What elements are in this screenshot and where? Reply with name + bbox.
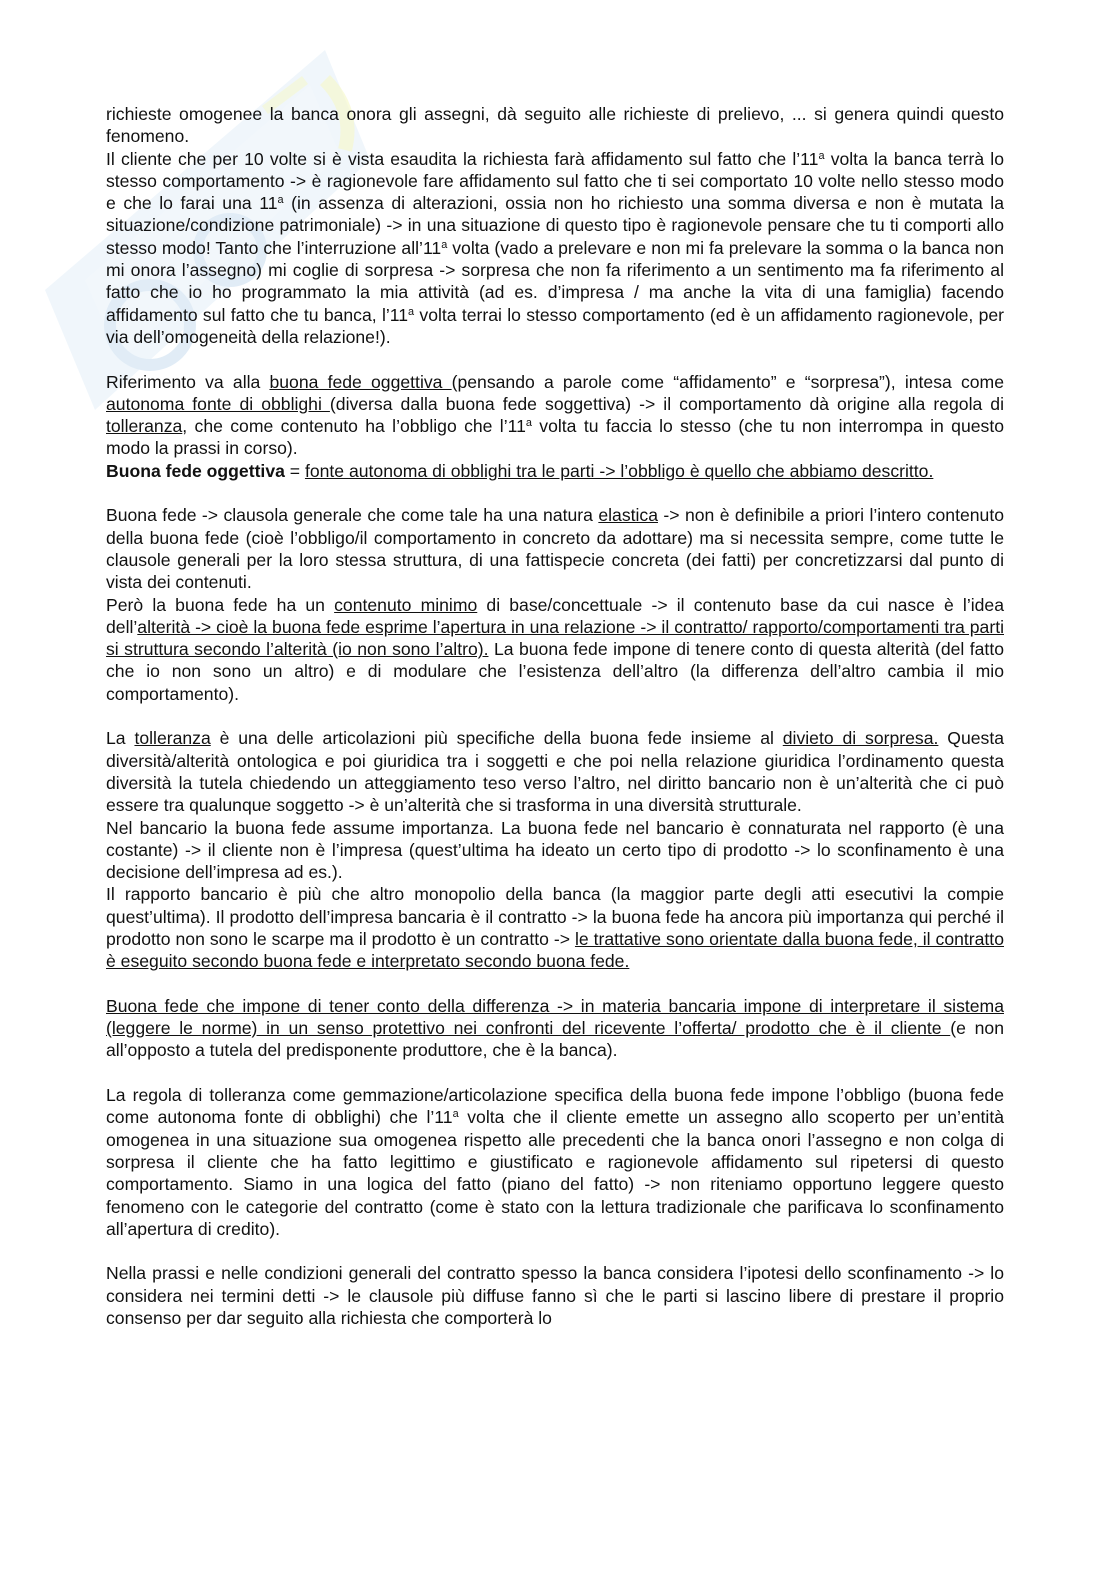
- text-segment: (pensando a parole come “affidamento” e “sorpresa”), intesa come: [451, 371, 1004, 392]
- text-segment: volta la banca terrà lo stesso comportamento -> è ragionevole fare affidamento sul fatto che ti sei comportato 10 volte nello stesso modo e che lo farai una 11: [106, 148, 1005, 214]
- paragraph-p6: [106, 594, 1004, 705]
- text-segment: è una delle articolazioni più specifiche della buona fede insieme al: [210, 728, 783, 749]
- text-segment: volta tu faccia lo stesso (che tu non interrompa in questo modo la prassi in corso).: [106, 416, 1004, 459]
- underlined-text: Buona fede che impone di tener conto della differenza -> in materia bancaria impone di interpretare il sistema (leggere le norme) in un senso protettivo nei confronti del ricevente l’offerta/ prodotto che è il cliente: [106, 995, 1004, 1039]
- text-segment: (diversa dalla buona fede soggettiva) -> il comportamento dà origine alla regola di: [329, 393, 1005, 414]
- text-segment: volta che il cliente emette un assegno allo scoperto per un’entità omogenea in una situazione sua omogenea rispetto alle precedenti che la banca onori l’assegno e non colga di sorpresa il cliente che ha fatto legittimo e giustificato e ragionevole affidamento sul ripetersi di questo comportamento. Siamo in una logica del fatto (piano del fatto) -> non riteniamo opportuno leggere questo fenomeno con le categorie del contratto (come è stato con la lettura tradizionale che parificava lo sconfinamento all’apertura di credito).: [106, 1107, 1004, 1239]
- paragraph-p5: [106, 504, 1004, 593]
- paragraph-p8: [106, 817, 1004, 884]
- text-segment: (in assenza di alterazioni, ossia non ho richiesto una somma diversa e non è mutata la situazione/condizione patrimoniale) -> in una situazione di questo tipo è ragionevole pensare che tu ti comporti allo stesso modo! Tanto che l’interruzione all’11: [106, 193, 1004, 258]
- text-segment: La: [106, 728, 135, 749]
- text-segment: Il rapporto bancario è più che altro monopolio della banca (la maggior parte degli atti esecutivi la compie quest’ultima). Il prodotto dell’impresa bancaria è il contratto -> la buona fede ha ancora più importanza qui perché il prodotto non sono le scarpe ma il prodotto è un contratto ->: [106, 884, 1004, 949]
- superscript: a: [277, 194, 284, 207]
- text-segment: , che come contenuto ha l’obbligo che l’11: [182, 416, 526, 437]
- underlined-text: autonoma fonte di obblighi: [106, 393, 330, 414]
- paragraph-p2: [106, 148, 1004, 349]
- text-segment: volta terrai lo stesso comportamento (ed è un affidamento ragionevole, per via dell’omogeneità della relazione!).: [106, 304, 1004, 347]
- text-segment: La buona fede impone di tenere conto di questa alterità (del fatto che io non sono un altro) e di modulare che l’esistenza dell’altro (la differenza dell’altro cambia il mio comportamento).: [106, 639, 1004, 704]
- underlined-text: fonte autonoma di obblighi tra le parti -> l’obbligo è quello che abbiamo descritto.: [304, 460, 934, 481]
- text-segment: Buona fede -> clausola generale che come tale ha una natura: [106, 505, 599, 526]
- superscript: a: [452, 1108, 459, 1121]
- underlined-text: divieto di sorpresa.: [782, 728, 939, 749]
- text-segment: Nel bancario la buona fede assume importanza. La buona fede nel bancario è connaturata nel rapporto (è una costante) -> il cliente non è l’impresa (quest’ultima ha ideato un certo tipo di prodotto -> lo sconfinamento è una decisione dell’impresa ad es.).: [106, 817, 1004, 883]
- paragraph-p1: [106, 103, 1004, 148]
- paragraph-p7: [106, 727, 1004, 816]
- paragraph-p11: [106, 1084, 1004, 1240]
- text-segment: (e non all’opposto a tutela del predisponente produttore, che è la banca).: [106, 1018, 1005, 1061]
- text-segment: Il cliente che per 10 volte si è vista esaudita la richiesta farà affidamento sul fatto che l’11: [106, 148, 819, 169]
- superscript: a: [818, 149, 825, 162]
- text-segment: =: [284, 460, 305, 481]
- text-segment: richieste omogenee la banca onora gli assegni, dà seguito alle richieste di prelievo, ... si genera quindi questo fenomeno.: [106, 104, 1004, 147]
- text-segment: Questa diversità/alterità ontologica e poi giuridica tra i soggetti e che poi nella relazione giuridica l’ordinamento questa diversità la tutela chiedendo un atteggiamento teso verso l’altro, nel diritto bancario non è un’alterità che ci può essere tra qualunque soggetto -> è un’alterità che si trasforma in una diversità strutturale.: [106, 728, 1004, 816]
- text-segment: volta (vado a prelevare e non mi fa prelevare la somma o la banca non mi onora l’assegno) mi coglie di sorpresa -> sorpresa che non fa riferimento a un sentimento ma fa riferimento al fatto che io ho programmato la mia attività (ad es. d’impresa / ma anche la vita di una famiglia) facendo affidamento sul fatto che tu banca, l’11: [106, 237, 1004, 325]
- paragraph-p4: [106, 460, 1004, 482]
- text-segment: -> non è definibile a priori l’intero contenuto della buona fede (cioè l’obbligo/il comportamento in concreto da adottare) ma si necessita sempre, come tutte le clausole generali per la loro stessa struttura, di una fattispecie concreta (dei fatti) per concretizzarsi dal punto di vista dei contenuti.: [106, 505, 1004, 593]
- paragraph-p10: [106, 995, 1004, 1062]
- document-body: [106, 103, 1004, 1329]
- underlined-text: buona fede oggettiva: [269, 371, 452, 392]
- superscript: a: [441, 238, 448, 251]
- text-segment: Riferimento va alla: [106, 371, 270, 392]
- underlined-text: le trattative sono orientate dalla buona fede, il contratto è eseguito secondo buona fede e interpretato secondo buona fede.: [106, 928, 1004, 972]
- underlined-text: contenuto minimo: [334, 594, 478, 615]
- superscript: a: [525, 417, 532, 430]
- paragraph-p12: [106, 1262, 1004, 1329]
- underlined-text: alterità -> cioè la buona fede esprime l’apertura in una relazione -> il contratto/ rapporto/comportamenti tra parti si struttura secondo l’alterità (io non sono l’altro).: [106, 616, 1004, 660]
- superscript: a: [408, 305, 415, 318]
- paragraph-p9: [106, 883, 1004, 972]
- underlined-text: tolleranza: [106, 416, 183, 437]
- text-segment: Nella prassi e nelle condizioni generali del contratto spesso la banca considera l’ipotesi dello sconfinamento -> lo considera nei termini detti -> le clausole più diffuse fanno sì che le parti si lascino libere di prestare il proprio consenso per dar seguito alla richiesta che comporterà lo: [106, 1263, 1004, 1329]
- bold-term: Buona fede oggettiva: [106, 460, 285, 481]
- underlined-text: elastica: [598, 505, 658, 526]
- underlined-text: tolleranza: [134, 728, 211, 749]
- text-segment: La regola di tolleranza come gemmazione/articolazione specifica della buona fede impone l’obbligo (buona fede come autonoma fonte di obblighi) che l’11: [106, 1085, 1004, 1128]
- paragraph-p3: [106, 371, 1004, 460]
- text-segment: di base/concettuale -> il contenuto base da cui nasce è l’idea dell’: [106, 594, 1004, 637]
- text-segment: Però la buona fede ha un: [106, 594, 335, 615]
